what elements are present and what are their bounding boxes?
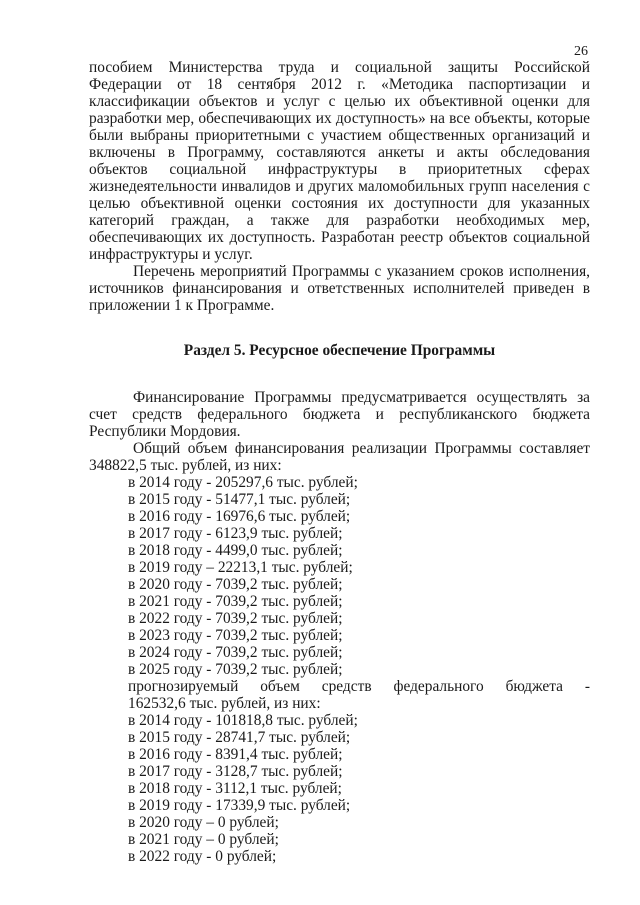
federal-word: объем bbox=[260, 678, 300, 695]
list-item: в 2021 году – 0 рублей; bbox=[128, 831, 279, 848]
list-item: в 2023 году - 7039,2 тыс. рублей; bbox=[128, 627, 343, 644]
list-item: в 2015 году - 28741,7 тыс. рублей; bbox=[128, 729, 351, 746]
list-item: в 2025 году - 7039,2 тыс. рублей; bbox=[128, 661, 343, 678]
document-body bbox=[89, 59, 590, 865]
list-item: в 2024 году - 7039,2 тыс. рублей; bbox=[128, 644, 343, 661]
list-item: в 2019 году - 17339,9 тыс. рублей; bbox=[128, 797, 351, 814]
list-item: в 2020 году - 7039,2 тыс. рублей; bbox=[128, 576, 343, 593]
list-item: в 2022 году - 0 рублей; bbox=[128, 848, 277, 865]
list-item: в 2017 году - 3128,7 тыс. рублей; bbox=[128, 763, 343, 780]
total-by-year-list bbox=[89, 474, 590, 678]
list-item: в 2020 году – 0 рублей; bbox=[128, 814, 279, 831]
federal-word: - bbox=[584, 678, 590, 695]
list-item: в 2016 году - 8391,4 тыс. рублей; bbox=[128, 746, 343, 763]
list-item: в 2016 году - 16976,6 тыс. рублей; bbox=[128, 508, 351, 525]
federal-budget-line bbox=[89, 678, 590, 695]
measures-paragraph: Перечень мероприятий Программы с указанием сроков исполнения, источников финансирования и ответственных исполнителей приведен в приложении 1 к Программе. bbox=[89, 263, 590, 314]
total-financing-paragraph: Общий объем финансирования реализации Программы составляет 348822,5 тыс. рублей, из них: bbox=[89, 440, 590, 474]
federal-by-year-list bbox=[89, 712, 590, 865]
page-number: 26 bbox=[574, 44, 588, 59]
list-item: в 2014 году - 205297,6 тыс. рублей; bbox=[128, 474, 358, 491]
list-item: в 2021 году - 7039,2 тыс. рублей; bbox=[128, 593, 343, 610]
list-item: в 2018 году - 4499,0 тыс. рублей; bbox=[128, 542, 343, 559]
list-item: в 2017 году - 6123,9 тыс. рублей; bbox=[128, 525, 343, 542]
financing-paragraph: Финансирование Программы предусматривается осуществлять за счет средств федерального бюджета и республиканского бюджета Республики Мордовия. bbox=[89, 389, 590, 440]
list-item: в 2022 году - 7039,2 тыс. рублей; bbox=[128, 610, 343, 627]
list-item: в 2018 году - 3112,1 тыс. рублей; bbox=[128, 780, 342, 797]
federal-word: прогнозируемый bbox=[128, 678, 239, 695]
list-item: в 2014 году - 101818,8 тыс. рублей; bbox=[128, 712, 358, 729]
federal-budget-total: 162532,6 тыс. рублей, из них: bbox=[128, 695, 321, 712]
federal-word: бюджета bbox=[505, 678, 563, 695]
list-item: в 2015 году - 51477,1 тыс. рублей; bbox=[128, 491, 351, 508]
federal-word: федерального bbox=[393, 678, 484, 695]
list-item: в 2019 году – 22213,1 тыс. рублей; bbox=[128, 559, 353, 576]
federal-word: средств bbox=[321, 678, 372, 695]
intro-paragraph: пособием Министерства труда и социальной защиты Российской Федерации от 18 сентября 2012 г. «Методика паспортизации и классификации объектов и услуг с целью их объективной оценки для разработки мер, обеспечивающих их доступность» на все объекты, которые были выбраны приоритетными с участием общественных организаций и включены в Программу, составляются анкеты и акты обследования объектов социальной инфраструктуры в приоритетных сферах жизнедеятельности инвалидов и других маломобильных групп населения с целью объективной оценки состояния их доступности для указанных категорий граждан, а также для разработки необходимых мер, обеспечивающих их доступность. Разработан реестр объектов социальной инфраструктуры и услуг. bbox=[89, 59, 590, 263]
section-heading: Раздел 5. Ресурсное обеспечение Программы bbox=[183, 342, 496, 359]
